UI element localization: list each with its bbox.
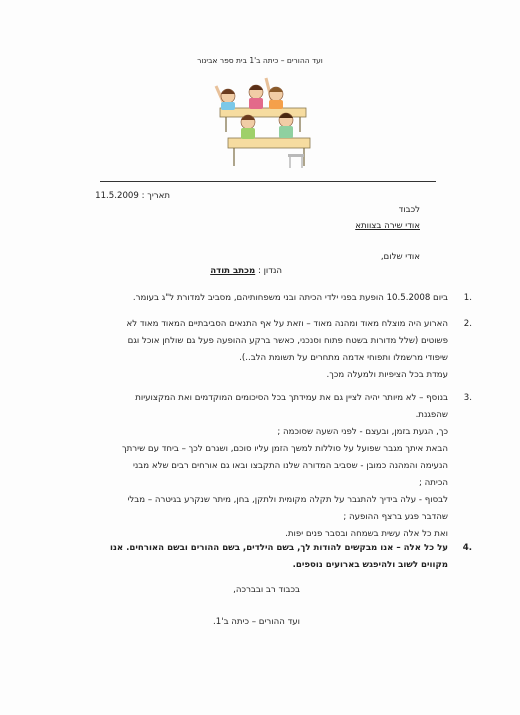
item-line: הכיתה ; — [419, 478, 448, 488]
item-line: שהדבר פגע ברצף ההופעה ; — [343, 512, 448, 522]
list-item-1 — [110, 292, 472, 305]
org-header: ועד ההורים – כיתה ב'1 בית ספר אבינור — [197, 56, 323, 65]
item-line: מקווים לשוב ולהיפגש בארועים נוספים. — [292, 560, 448, 570]
item-line: בנוסף – לא מיותר יהיה לציין גם את עמידתך בכל הסיכומים המוקדמים ואת המקצועיות — [135, 393, 448, 403]
subject-line — [210, 265, 282, 278]
item-line: שיפודי מרשמלו ותפוחי אדמה מתחרים על תשומת הלב..). — [239, 353, 448, 363]
list-item-4 — [110, 542, 472, 572]
item-line: פשוטים (שלל מדורות בשטח פתוח וסנכני, כאשר ברקע ההופעה פעל גם שולחן אוכל וגם — [127, 336, 448, 346]
classroom-illustration — [212, 74, 316, 170]
item-line: ואת כל אלה עשית בשמחה ובסבר פנים יפות. — [285, 529, 448, 539]
item-number: 2. — [463, 319, 472, 329]
letter-date: תאריך : 11.5.2009 — [95, 191, 170, 201]
subject-title: מכתב תודה — [210, 266, 256, 276]
list-item-2 — [110, 318, 472, 382]
closing-signature: ועד ההורים – כיתה ב'1. — [213, 617, 300, 627]
item-line: על כל אלה – אנו מבקשים להודות לך, בשם הילדים, בשם ההורים ובשם האורחים. אנו — [110, 543, 448, 553]
separator-line — [100, 181, 436, 182]
item-line: הארוע היה מוצלח מאוד ומהנה מאוד – וזאת על אף התנאים הסביבתיים המאוד מאוד לא — [126, 319, 448, 329]
item-line: הבאת איתך מגבר שפועל על סוללות למשך הזמן עליו סוכם, ושגרם לכך – ביחד עם שירתך — [122, 444, 448, 454]
recipient-line-1: לכבוד — [398, 205, 420, 215]
recipient-line-2: אודי שירה בצוותא — [355, 221, 420, 231]
item-number: 3. — [463, 393, 472, 403]
item-line: ביום 10.5.2008 הופעת בפני ילדי הכיתה ובני משפחותיהם, מסביב למדורת ל"ג בעומר. — [132, 293, 448, 303]
item-line: כך, הגעת בזמן, ובעצם - לפני השעה שסוכמה ; — [277, 427, 448, 437]
item-line: לבסוף - עלה בידיך להתגבר על תקלה מקומית ולתקן, בחן, מיתר שנקרע בגיטרה – מבלי — [127, 495, 448, 505]
item-line: שהפגנת. — [415, 410, 448, 420]
list-item-3 — [110, 392, 472, 541]
closing-regards: בכבוד רב ובברכה, — [233, 585, 300, 595]
item-line: הנעימה והמהנה כמובן - שסביב המדורה שלנו התקבצו ובאו גם אורחים רבים שלא מבני — [132, 461, 448, 471]
item-number: 1. — [463, 293, 472, 303]
item-number: 4. — [462, 543, 472, 553]
subject-prefix: הנדון : — [257, 266, 282, 276]
greeting: אודי שלום, — [380, 252, 420, 262]
item-line: עמדת בכל הציפיות ולמעלה מכך. — [326, 370, 448, 380]
